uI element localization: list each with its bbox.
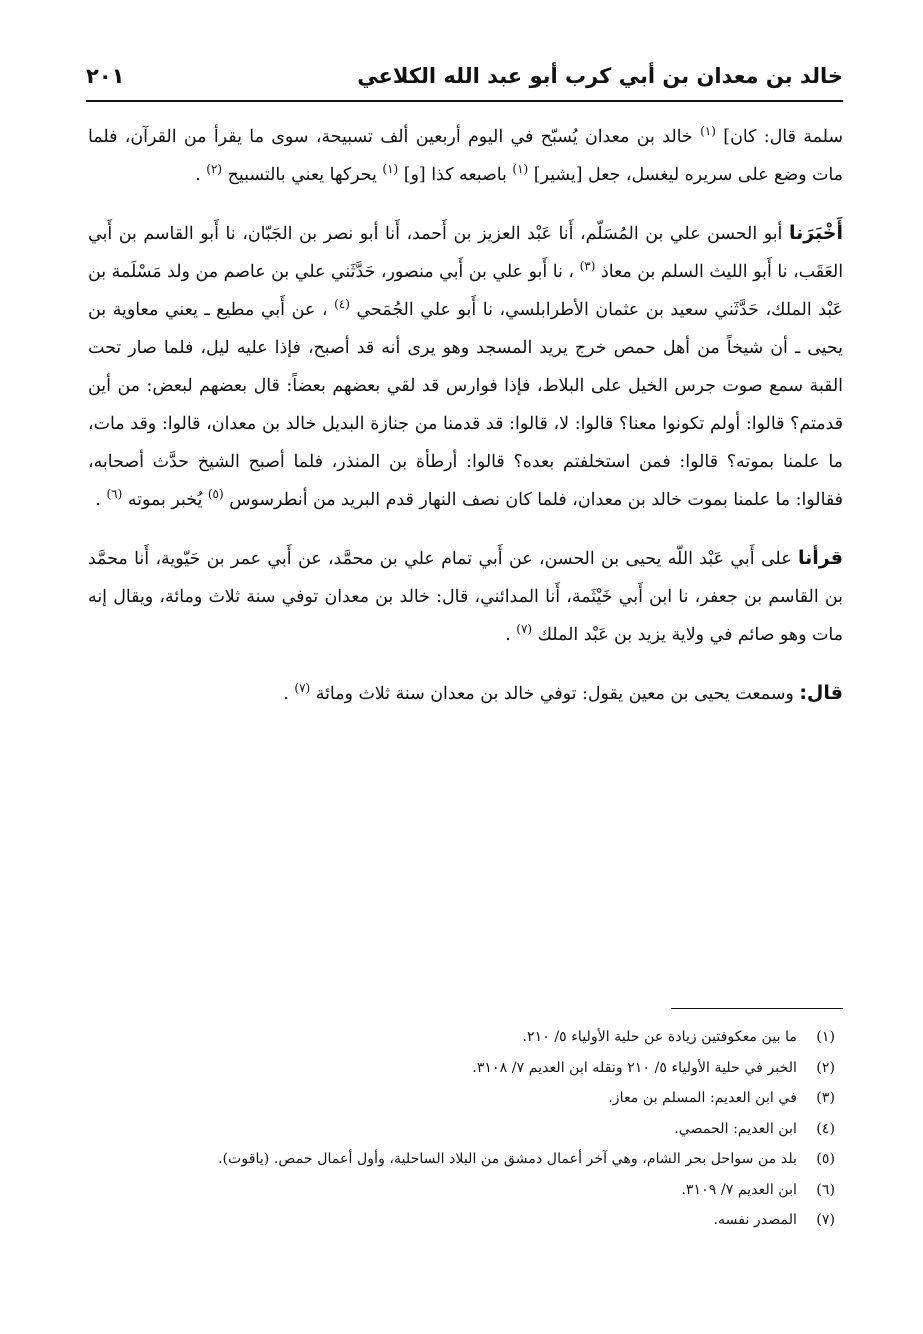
footnote-text: الخبر في حلية الأولياء ٥/ ٢١٠ ونقله ابن العديم ٧/ ٣١٠٨. — [472, 1059, 797, 1076]
footnote-ref: (٥) — [207, 487, 224, 502]
footnote-number: (٦) — [816, 1181, 835, 1198]
footnote-ref: (٧) — [294, 681, 311, 696]
footnote-ref: (١) — [512, 162, 529, 177]
text-run: . — [95, 490, 101, 510]
footnote — [88, 1205, 835, 1236]
footnote-separator — [671, 1008, 843, 1009]
paragraph-1 — [88, 118, 843, 194]
footnote — [88, 1114, 835, 1145]
footnote-ref: (٤) — [334, 297, 350, 312]
footnote — [88, 1083, 835, 1114]
footnote-text: ابن العديم: الحمصي. — [674, 1120, 797, 1137]
text-run: يُخبر بموته — [127, 490, 203, 510]
footnote — [88, 1175, 835, 1206]
footnote-number: (٥) — [816, 1151, 835, 1167]
paragraph-3 — [88, 539, 843, 654]
footnote-number: (٧) — [816, 1212, 835, 1228]
text-run: ، عن أَبي مطيع ـ يعني معاوية بن يحيى ـ أن شيخاً من أهل حمص خرج يريد المسجد وهو يرى أنه قد أصبح، فإذا عليه ليل، فلما صار تحت القبة سمع صوت جرس الخيل على البلاط، فإذا فوارس قد لقي بعضهم بعضاً: قال بعضهم لبعض: من أين قدمتم؟ قالوا: أولم تكونوا معنا؟ قالوا: لا، قالوا: قد قدمنا من جنازة البديل خالد بن معدان، قالوا: وقد مات، ما علمنا بموته؟ قالوا: فمن استخلفتم بعده؟ قالوا: أرطأة بن المنذر، فلما أصبح الشيخ حدَّث أصحابه، فقالوا: ما علمنا بموت خالد بن معدان، فلما كان نصف النهار قدم البريد من أنطرسوس — [88, 300, 843, 510]
footnote-number: (٣) — [816, 1090, 835, 1106]
text-run: على أَبي عَبْد اللّه يحيى بن الحسن، عن أَبي تمام علي بن محمَّد، عن أَبي عمر بن حَيّوية، أَنا محمَّد بن القاسم بن جعفر، نا ابن أَبي خَيْثَمة، أَنا المدائني، قال: خالد بن معدان توفي سنة ثلاث ومائة، ويقال إنه مات وهو صائم في ولاية يزيد بن عَبْد الملك — [88, 549, 843, 645]
text-run: أبو الحسن علي بن المُسَلّم، أَنا عَبْد العزيز بن أَحمد، أَنا أبو نصر بن الجَبّان، نا أَبو القاسم بن أَبي العَقَب، نا أَبو الليث السلم بن معاذ — [88, 224, 844, 282]
text-run: . — [283, 684, 289, 704]
paragraph-2 — [88, 214, 843, 519]
footnote-text: بلد من سواحل بحر الشام، وهي آخر أعمال دمشق من البلاد الساحلية، وأول أعمال حمص. (ياقوت). — [218, 1151, 797, 1167]
footnote-text: ابن العديم ٧/ ٣١٠٩. — [681, 1181, 797, 1198]
footnote-number: (٤) — [816, 1120, 835, 1137]
text-run: . — [505, 625, 511, 645]
main-text — [88, 118, 843, 733]
footnote-ref: (٢) — [206, 162, 223, 177]
footnote-ref: (٧) — [516, 622, 533, 637]
footnote — [88, 1144, 835, 1175]
text-run: خالد بن معدان يُسبّح في اليوم أربعين ألف تسبيحة، سوى ما يقرأ من القرآن، فلما مات وضع على سريره ليغسل، جعل [يشير] — [88, 127, 843, 185]
paragraph-lead-word: قال: — [799, 682, 843, 704]
paragraph-lead-word: أَخْبَرَنا — [788, 222, 843, 244]
footnotes — [88, 1022, 835, 1236]
text-run: ، نا أَبو علي بن أَبي منصور، حَدَّثَني علي بن عاصم من ولد مَسْلَمة بن عَبْد الملك، حَدَّثَني سعيد بن عثمان الأطرابلسي، نا أَبو علي الجُمَحي — [88, 262, 844, 320]
paragraph-4 — [88, 674, 843, 713]
footnote — [88, 1053, 835, 1084]
footnote-ref: (٣) — [579, 259, 596, 274]
footnote-text: في ابن العديم: المسلم بن معاز. — [608, 1090, 797, 1106]
footnote-number: (٢) — [816, 1059, 835, 1076]
page-number: ٢٠١ — [86, 64, 125, 88]
footnote-ref: (١) — [700, 124, 716, 139]
page-header — [86, 58, 843, 102]
footnote-text: ما بين معكوفتين زيادة عن حلية الأولياء ٥/ ٢١٠. — [522, 1029, 797, 1045]
paragraph-lead-word: قرأنا — [797, 547, 843, 569]
text-run: يحركها يعني بالتسبيح — [227, 165, 377, 185]
footnote-text: المصدر نفسه. — [713, 1212, 797, 1228]
footnote-number: (١) — [816, 1029, 835, 1045]
text-run: باصبعه كذا [و] — [403, 165, 507, 185]
text-run: سلمة قال: كان] — [723, 127, 843, 147]
footnote — [88, 1022, 835, 1053]
text-run: . — [195, 165, 201, 185]
text-run: وسمعت يحيى بن معين يقول: توفي خالد بن معدان سنة ثلاث ومائة — [315, 684, 794, 704]
running-title: خالد بن معدان بن أبي كرب أبو عبد الله الكلاعي — [357, 64, 843, 88]
footnote-ref: (٦) — [106, 487, 123, 502]
footnote-ref: (١) — [382, 162, 399, 177]
